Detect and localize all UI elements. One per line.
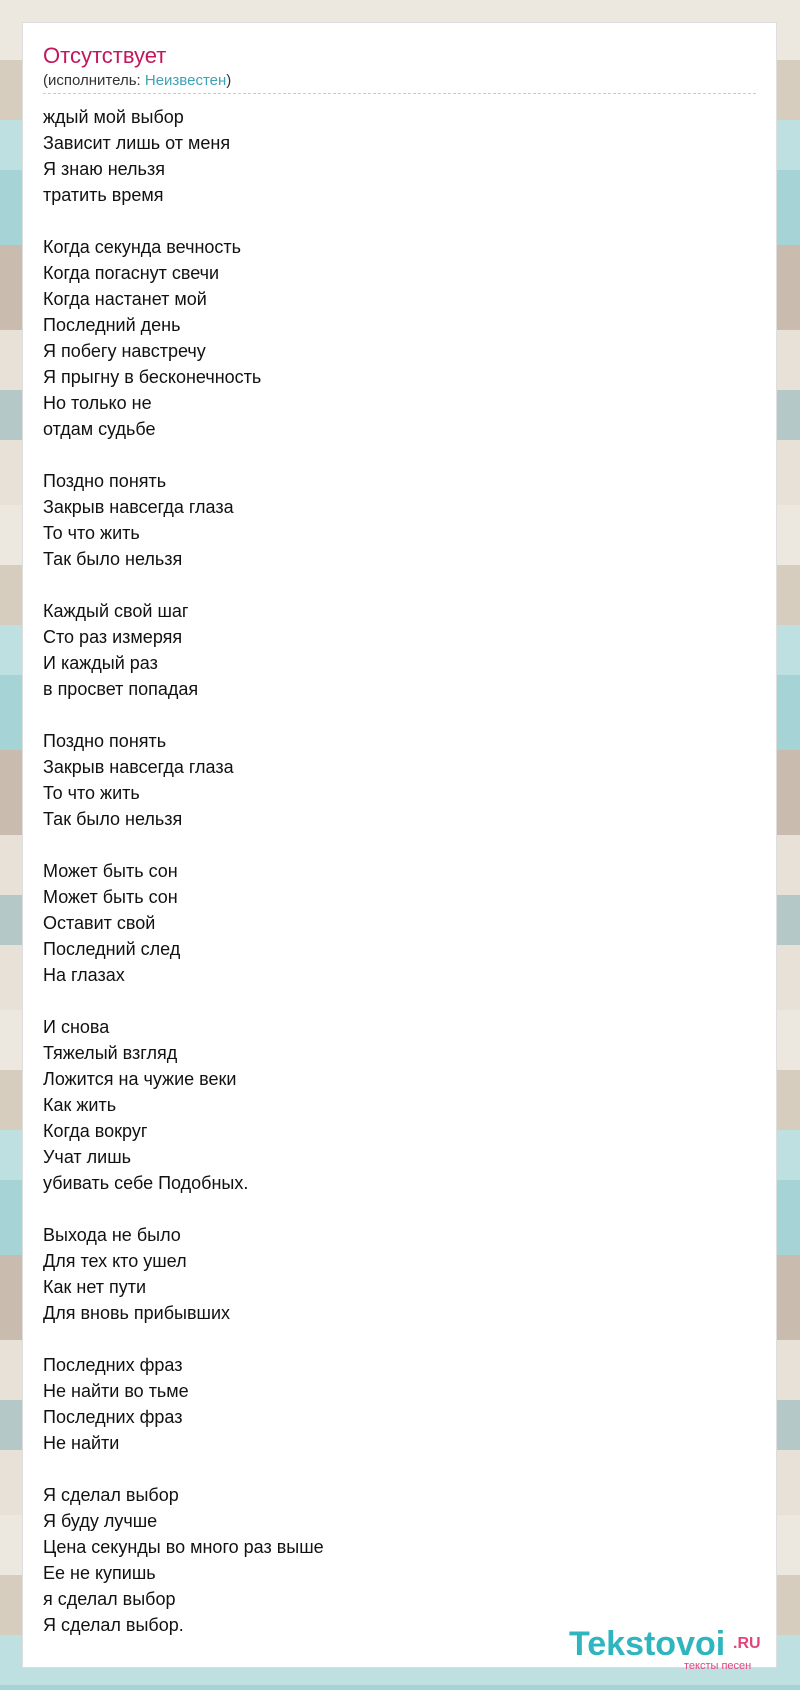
lyric-line: Последний день — [43, 315, 181, 335]
lyric-line: Ее не купишь — [43, 1563, 156, 1583]
lyric-line: Закрыв навсегда глаза — [43, 757, 234, 777]
logo-wordmark: Tekstovoi — [569, 1625, 726, 1663]
lyric-line: Оставит свой — [43, 913, 156, 933]
lyric-line: Последних фраз — [43, 1355, 183, 1375]
lyric-line: Зависит лишь от меня — [43, 133, 231, 153]
lyrics-body — [43, 104, 324, 1638]
lyric-line: Я сделал выбор — [43, 1485, 179, 1505]
site-logo[interactable] — [569, 1623, 774, 1675]
lyric-line: Последних фраз — [43, 1407, 183, 1427]
stanza-break — [43, 1326, 324, 1352]
lyric-line: На глазах — [43, 965, 125, 985]
logo-domain: .RU — [733, 1635, 761, 1652]
lyrics-card — [22, 22, 777, 1672]
lyric-line: Закрыв навсегда глаза — [43, 497, 234, 517]
lyric-line: в просвет попадая — [43, 679, 199, 699]
lyric-line: Когда секунда вечность — [43, 237, 242, 257]
artist-line — [43, 72, 231, 90]
lyric-line: я сделал выбор — [43, 1589, 176, 1609]
lyric-line: Последний след — [43, 939, 181, 959]
stanza-break — [43, 832, 324, 858]
lyric-line: Учат лишь — [43, 1147, 132, 1167]
stanza-break — [43, 572, 324, 598]
lyric-line: Для вновь прибывших — [43, 1303, 231, 1323]
song-title: Отсутствует — [43, 43, 167, 68]
lyric-line: ждый мой выбор — [43, 107, 184, 127]
stanza-break — [43, 1196, 324, 1222]
artist-suffix: ) — [226, 72, 232, 89]
stanza-break — [43, 702, 324, 728]
dashed-divider — [43, 93, 756, 94]
lyric-line: Может быть сон — [43, 887, 178, 907]
lyric-line: То что жить — [43, 783, 140, 803]
lyric-line: Как жить — [43, 1095, 117, 1115]
artist-link[interactable]: Неизвестен — [144, 72, 227, 89]
stanza-break — [43, 988, 324, 1014]
lyric-line: Как нет пути — [43, 1277, 147, 1297]
stanza-break — [43, 1456, 324, 1482]
lyric-line: Я побегу навстречу — [43, 341, 206, 361]
lyric-line: Поздно понять — [43, 471, 167, 491]
lyric-line: убивать себе Подобных. — [43, 1173, 249, 1193]
lyric-line: Не найти — [43, 1433, 120, 1453]
stanza-break — [43, 442, 324, 468]
logo-tagline: тексты песен — [684, 1660, 752, 1672]
lyric-line: Когда вокруг — [43, 1121, 148, 1141]
lyric-line: То что жить — [43, 523, 140, 543]
lyric-line: Для тех кто ушел — [43, 1251, 187, 1271]
lyric-line: Так было нельзя — [43, 549, 183, 569]
lyric-line: Ложится на чужие веки — [43, 1069, 237, 1089]
lyric-line: Я буду лучше — [43, 1511, 158, 1531]
lyric-line: Тяжелый взгляд — [43, 1043, 178, 1063]
lyric-line: отдам судьбе — [43, 419, 156, 439]
lyric-line: Я знаю нельзя — [43, 159, 165, 179]
lyric-line: Каждый свой шаг — [43, 601, 189, 621]
lyric-line: Сто раз измеряя — [43, 627, 183, 647]
lyric-line: Может быть сон — [43, 861, 178, 881]
stanza-break — [43, 208, 324, 234]
lyric-line: Выхода не было — [43, 1225, 181, 1245]
lyric-line: И каждый раз — [43, 653, 158, 673]
lyric-line: Я сделал выбор. — [43, 1615, 184, 1635]
lyric-line: Не найти во тьме — [43, 1381, 189, 1401]
lyric-line: Я прыгну в бесконечность — [43, 367, 262, 387]
artist-prefix: (исполнитель: — [43, 72, 145, 89]
lyric-line: Поздно понять — [43, 731, 167, 751]
lyric-line: Когда настанет мой — [43, 289, 207, 309]
lyric-line: тратить время — [43, 185, 164, 205]
lyric-line: И снова — [43, 1017, 110, 1037]
lyric-line: Когда погаснут свечи — [43, 263, 220, 283]
lyric-line: Но только не — [43, 393, 152, 413]
lyric-line: Так было нельзя — [43, 809, 183, 829]
lyric-line: Цена секунды во много раз выше — [43, 1537, 324, 1557]
